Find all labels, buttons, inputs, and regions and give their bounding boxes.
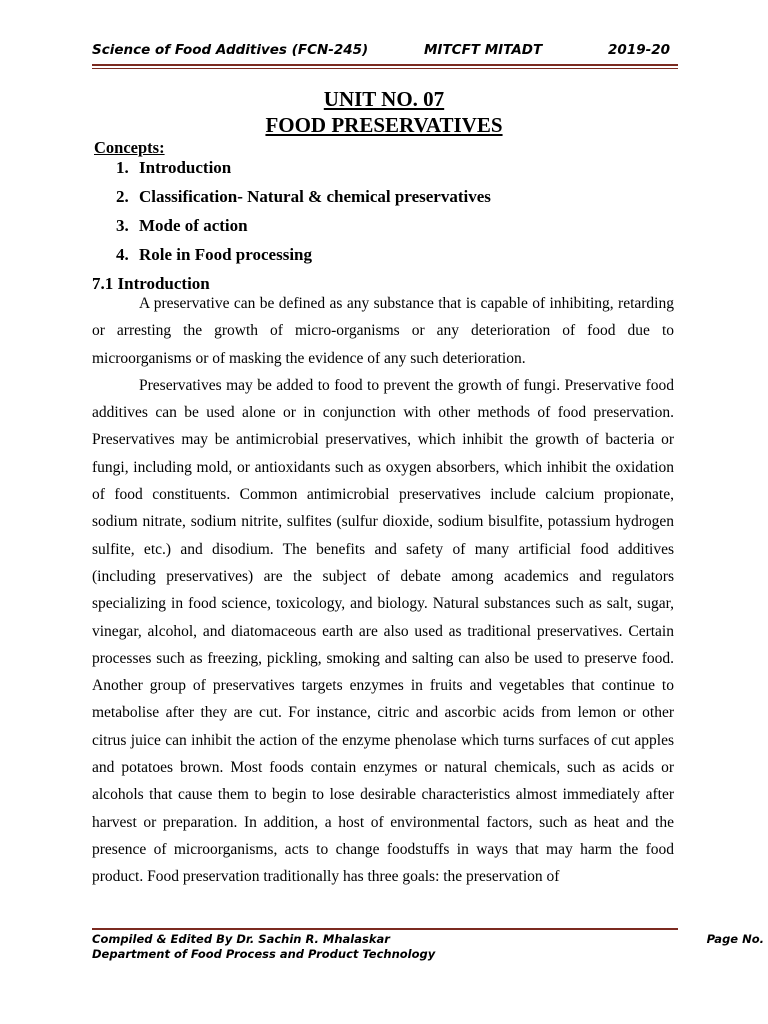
concepts-heading: Concepts: [94, 138, 165, 157]
header-rule-thin [92, 68, 678, 69]
footer-rule [92, 928, 678, 930]
page-header [92, 42, 678, 62]
concept-number: 4. [116, 245, 129, 264]
concept-item [116, 185, 491, 214]
concept-text: Role in Food processing [139, 245, 313, 264]
header-year: 2019-20 [608, 42, 670, 58]
concept-text: Classification- Natural & chemical preservatives [139, 187, 491, 206]
paragraph: A preservative can be defined as any substance that is capable of inhibiting, retarding or arresting the growth of micro-organisms or any deterioration of food due to microorganisms or of masking the evidence of any such deterioration. [92, 295, 674, 367]
concept-number: 1. [116, 158, 129, 177]
concept-number: 2. [116, 187, 129, 206]
footer-department: Department of Food Process and Product Technology [92, 947, 436, 961]
concept-item [116, 214, 491, 243]
concept-item [116, 243, 491, 272]
header-rule-thick [92, 64, 678, 66]
concepts-list [116, 156, 491, 272]
section-heading: 7.1 Introduction [92, 274, 210, 293]
concept-text: Mode of action [139, 216, 248, 235]
concept-text: Introduction [139, 158, 232, 177]
footer-page-number: Page No. [706, 932, 764, 946]
unit-subtitle: FOOD PRESERVATIVES [265, 113, 503, 137]
concept-item [116, 156, 491, 185]
header-institute: MITCFT MITADT [424, 42, 543, 58]
section-body [92, 290, 674, 891]
unit-title: UNIT NO. 07 [323, 87, 445, 111]
footer-compiler: Compiled & Edited By Dr. Sachin R. Mhalaskar [92, 932, 390, 946]
concept-number: 3. [116, 216, 129, 235]
paragraph: Preservatives may be added to food to prevent the growth of fungi. Preservative food additives can be used alone or in conjunction with other methods of food preservation. Preservatives may be antimicrobial preservatives, which inhibit the growth of bacteria or fungi, including mold, or antioxidants such as oxygen absorbers, which inhibit the oxidation of food constituents. Common antimicrobial preservatives include calcium propionate, sodium nitrate, sodium nitrite, sulfites (sulfur dioxide, sodium bisulfite, potassium hydrogen sulfite, etc.) and disodium. The benefits and safety of many artificial food additives (including preservatives) are the subject of debate among academics and regulators specializing in food science, toxicology, and biology. Natural substances such as salt, sugar, vinegar, alcohol, and diatomaceous earth are also used as traditional preservatives. Certain processes such as freezing, pickling, smoking and salting can also be used to preserve food. Another group of preservatives targets enzymes in fruits and vegetables that continue to metabolise after they are cut. For instance, citric and ascorbic acids from lemon or other citrus juice can inhibit the action of the enzyme phenolase which turns surfaces of cut apples and potatoes brown. Most foods contain enzymes or natural chemicals, such as acids or alcohols that cause them to begin to lose desirable characteristics almost immediately after harvest or preparation. In addition, a host of environmental factors, such as heat and the presence of microorganisms, acts to change foodstuffs in ways that may harm the food product. Food preservation traditionally has three goals: the preservation of [92, 376, 674, 886]
header-course-title: Science of Food Additives (FCN-245) [92, 42, 369, 58]
